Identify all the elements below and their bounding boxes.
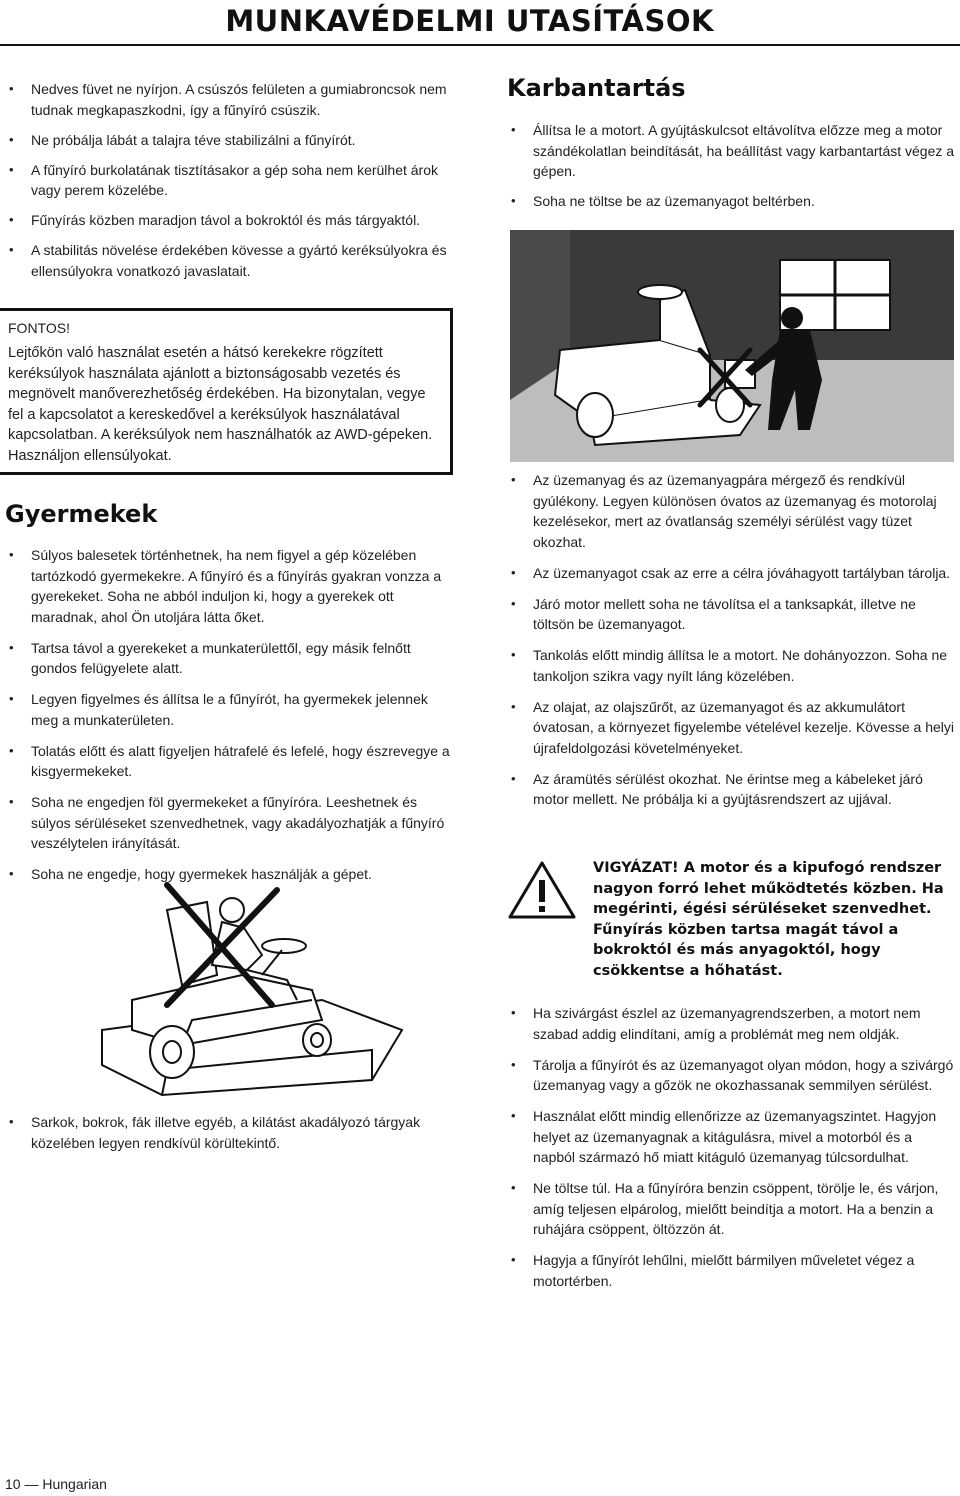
list-item: • Soha ne engedjen föl gyermekeket a fűnyíróra. Leeshetnek és súlyos sérüléseket szenvedhetnek, vagy akadályozhatják a fűnyíró veszélytelen irányítását. (5, 792, 455, 854)
child-on-mower-illustration (72, 880, 462, 1102)
warning-text: VIGYÁZAT! A motor és a kipufogó rendszer nagyon forró lehet működtetés közben. Ha megérinti, égési sérüléseket szenvedhet. Fűnyírás közben tartsa magát távol a bokroktól és más anyagoktól, hogy csökkentse a hőhatást. (593, 860, 944, 979)
maintenance-list (507, 120, 955, 221)
list-item: • Legyen figyelmes és állítsa le a fűnyírót, ha gyermekek jelennek meg a munkaterületen. (5, 689, 455, 730)
list-item: • A stabilitás növelése érdekében kövesse a gyártó keréksúlyokra és ellensúlyokra vonatkozó javaslatait. (5, 240, 455, 281)
list-item: • Soha ne engedje, hogy gyermekek használják a gépet. (5, 864, 455, 885)
list-item: • Sarkok, bokrok, fák illetve egyéb, a kilátást akadályozó tárgyak közelében legyen rendkívül körültekintő. (5, 1112, 455, 1153)
list-item: • Ha szivárgást észlel az üzemanyagrendszerben, a motort nem szabad addig elindítani, amíg a problémát meg nem oldják. (507, 1003, 955, 1044)
list-item: • Az üzemanyag és az üzemanyagpára mérgező és rendkívül gyúlékony. Legyen különösen óvatos az üzemanyag és motorolaj kezelésekor, mert az óvatlanság személyi sérülést vagy tüzet okozhat. (507, 470, 955, 552)
header-rule (0, 44, 960, 46)
list-item: • Állítsa le a motort. A gyújtáskulcsot eltávolítva előzze meg a motor szándékolatlan beindítását, ha beállítást vagy karbantartást végez a gépen. (507, 120, 955, 182)
list-item: • Használat előtt mindig ellenőrizze az üzemanyagszintet. Hagyjon helyet az üzemanyagnak a kitágulásra, mivel a motorból és a napból származó hő miatt kitáguló üzemanyag túlcsordulhat. (507, 1106, 955, 1168)
page-title: MUNKAVÉDELMI UTASÍTÁSOK (225, 4, 714, 38)
list-item: • Soha ne töltse be az üzemanyagot beltérben. (507, 191, 955, 212)
list-item: • Hagyja a fűnyírót lehűlni, mielőtt bármilyen műveletet végez a motortérben. (507, 1250, 955, 1291)
important-notice-box (0, 308, 453, 475)
list-item: • Tankolás előtt mindig állítsa le a motort. Ne dohányozzon. Soha ne tankoljon szikra vagy nyílt láng közelében. (507, 645, 955, 686)
list-item: • Nedves füvet ne nyírjon. A csúszós felületen a gumiabroncsok nem tudnak megkapaszkodni, így a fűnyíró csúszik. (5, 79, 455, 120)
visibility-safety-list (5, 1112, 455, 1153)
section-heading-maintenance: Karbantartás (507, 74, 686, 102)
list-item: • Ne próbálja lábát a talajra téve stabilizálni a fűnyírót. (5, 130, 455, 151)
list-item: • Járó motor mellett soha ne távolítsa el a tanksapkát, illetve ne töltsön be üzemanyagot. (507, 594, 955, 635)
list-item: • Az olajat, az olajszűrőt, az üzemanyagot és az akkumulátort óvatosan, a környezet figyelembe vételével kezelje. Kövesse a helyi újrafeldolgozási követelményeket. (507, 697, 955, 759)
list-item: • Tolatás előtt és alatt figyeljen hátrafelé és lefelé, hogy észrevegye a kisgyermekeket. (5, 741, 455, 782)
list-item: • Fűnyírás közben maradjon távol a bokroktól és más tárgyaktól. (5, 210, 455, 231)
list-item: • Tartsa távol a gyerekeket a munkaterülettől, egy másik felnőtt gondos felügyelete alatt. (5, 638, 455, 679)
mowing-safety-list (5, 79, 455, 291)
list-item: • Súlyos balesetek történhetnek, ha nem figyel a gép közelében tartózkodó gyermekekre. A fűnyíró és a fűnyírás gyakran vonzza a gyerekeket. Soha ne abból induljon ki, hogy a gyerekek ott maradnak, ahol Ön utoljára látta őket. (5, 545, 455, 627)
warning-block (507, 858, 955, 982)
list-item: • A fűnyíró burkolatának tisztításakor a gép soha nem kerülhet árok vagy perem közelébe. (5, 160, 455, 201)
list-item: • Ne töltse túl. Ha a fűnyíróra benzin csöppent, törölje le, és várjon, amíg teljesen elpárolog, mielőtt beindítja a motort. Ha a benzin a ruhájára csöppent, öltözzön át. (507, 1178, 955, 1240)
fuel-safety-list (507, 470, 955, 820)
list-item: • Tárolja a fűnyírót és az üzemanyagot olyan módon, hogy a szivárgó üzemanyag vagy a gőzök ne okozhassanak semmilyen sérülést. (507, 1055, 955, 1096)
fuel-storage-list (507, 1003, 955, 1302)
indoor-refuelling-illustration (510, 230, 954, 462)
list-item: • Az áramütés sérülést okozhat. Ne érintse meg a kábeleket járó motor mellett. Ne próbálja ki a gyújtásrendszert az ujjával. (507, 769, 955, 810)
children-safety-list (5, 545, 455, 895)
section-heading-children: Gyermekek (5, 500, 158, 528)
warning-triangle-icon (507, 860, 577, 920)
page-footer: 10 — Hungarian (5, 1476, 107, 1492)
important-notice-text: Lejtőkön való használat esetén a hátsó kerekekre rögzített keréksúlyok használata ajánlott a biztonságosabb vezetés és megnövelt manőverezhetőség érdekében. Ha bizonytalan, vegye fel a kapcsolatot a kereskedővel a keréksúlyok használatával kapcsolatban. A keréksúlyok nem használhatók az AWD-gépeken. Használjon ellensúlyokat. (8, 345, 433, 464)
important-notice-title: FONTOS! (8, 320, 70, 336)
list-item: • Az üzemanyagot csak az erre a célra jóváhagyott tartályban tárolja. (507, 563, 955, 584)
